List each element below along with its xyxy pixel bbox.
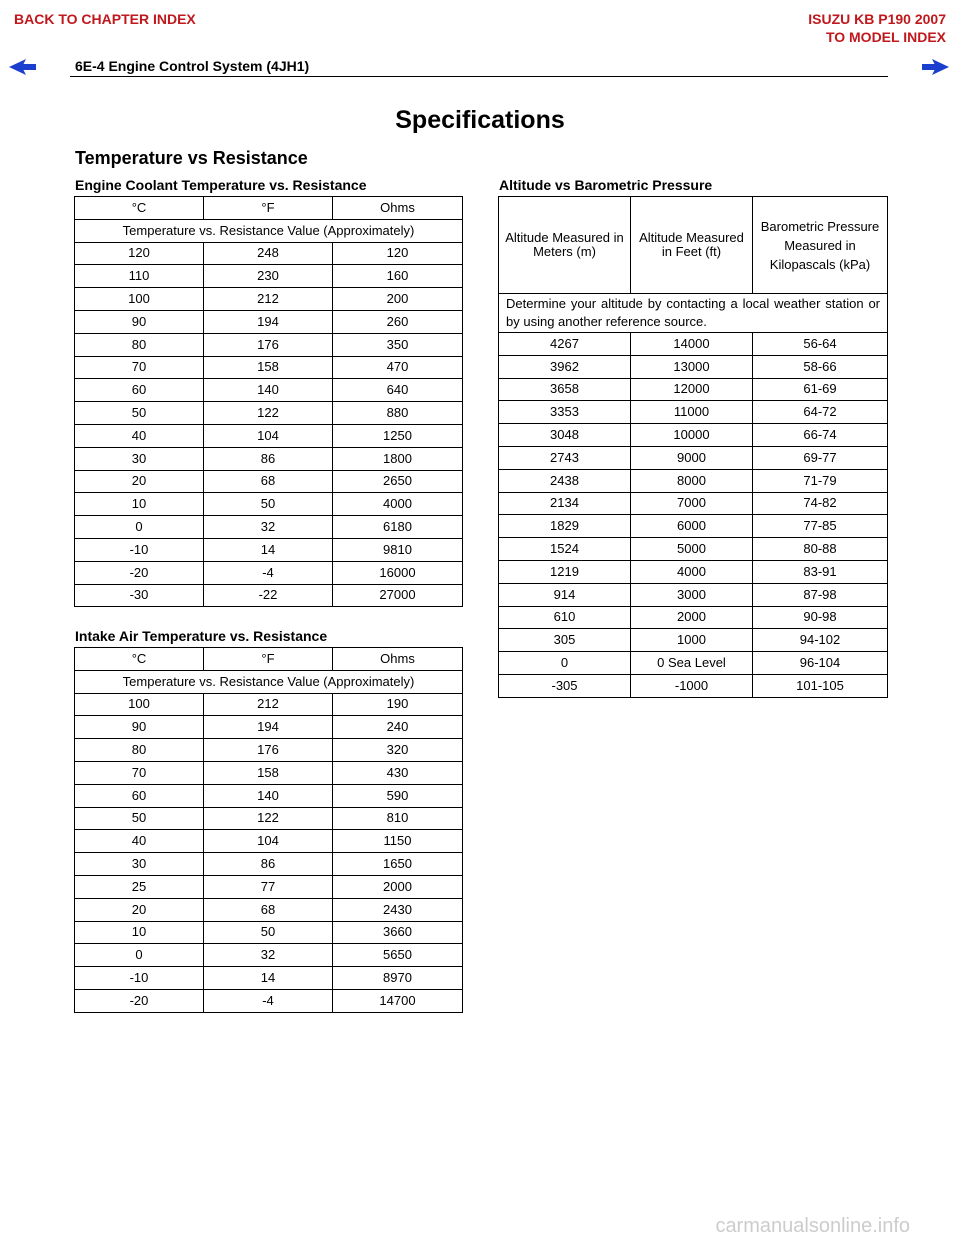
table-row	[75, 470, 463, 493]
table-cell: 100	[75, 288, 204, 311]
table-row	[75, 333, 463, 356]
table-row	[75, 989, 463, 1012]
table-row	[75, 310, 463, 333]
table-cell: 77	[204, 875, 333, 898]
altitude-table-caption: Altitude vs Barometric Pressure	[499, 177, 713, 193]
altitude-pressure-table	[498, 196, 888, 698]
table-cell: 9810	[333, 538, 463, 561]
table-cell: 14	[204, 538, 333, 561]
table-cell: -20	[75, 561, 204, 584]
table-cell: 320	[333, 739, 463, 762]
table-cell: 100	[75, 693, 204, 716]
table-cell: 1800	[333, 447, 463, 470]
table-cell: 90	[75, 310, 204, 333]
table-row	[75, 921, 463, 944]
table-cell: 194	[204, 310, 333, 333]
table-cell: 4000	[333, 493, 463, 516]
altitude-table-body	[499, 333, 888, 698]
table-row	[75, 516, 463, 539]
table-cell: 60	[75, 784, 204, 807]
table-cell: 90	[75, 716, 204, 739]
table-cell: 50	[75, 402, 204, 425]
column-header-celsius: °C	[75, 197, 204, 220]
table-cell: 80	[75, 333, 204, 356]
altitude-note: Determine your altitude by contacting a local weather station or by using another reference source.	[499, 294, 888, 333]
table-row	[75, 967, 463, 990]
table-cell: 176	[204, 333, 333, 356]
table-cell: 810	[333, 807, 463, 830]
table-cell: 1000	[631, 629, 753, 652]
table-row	[499, 674, 888, 697]
table-cell: 1219	[499, 560, 631, 583]
table-cell: 27000	[333, 584, 463, 607]
table-cell: 1250	[333, 424, 463, 447]
table-row	[75, 944, 463, 967]
model-name-link[interactable]: ISUZU KB P190 2007	[808, 11, 946, 27]
table-cell: 120	[333, 242, 463, 265]
table-cell: 70	[75, 761, 204, 784]
table-cell: 230	[204, 265, 333, 288]
table-cell: 20	[75, 898, 204, 921]
page-title: Specifications	[395, 106, 565, 134]
table-row	[75, 830, 463, 853]
table-cell: 160	[333, 265, 463, 288]
table-cell: 104	[204, 424, 333, 447]
table-cell: 120	[75, 242, 204, 265]
table-row	[75, 538, 463, 561]
coolant-resistance-table	[74, 196, 463, 607]
table-cell: 2134	[499, 492, 631, 515]
column-header-ohms: Ohms	[333, 648, 463, 671]
table-cell: 470	[333, 356, 463, 379]
table-cell: -4	[204, 561, 333, 584]
next-page-arrow-icon[interactable]	[920, 57, 950, 77]
table-cell: -20	[75, 989, 204, 1012]
table-cell: 104	[204, 830, 333, 853]
table-cell: 122	[204, 807, 333, 830]
table-cell: 10	[75, 921, 204, 944]
table-cell: 9000	[631, 446, 753, 469]
table-cell: 200	[333, 288, 463, 311]
column-header-ohms: Ohms	[333, 197, 463, 220]
table-cell: 8970	[333, 967, 463, 990]
table-cell: 80	[75, 739, 204, 762]
table-cell: 64-72	[753, 401, 888, 424]
table-cell: 60	[75, 379, 204, 402]
table-cell: 50	[204, 921, 333, 944]
table-cell: 3962	[499, 355, 631, 378]
table-row	[499, 424, 888, 447]
table-cell: 61-69	[753, 378, 888, 401]
table-cell: 71-79	[753, 469, 888, 492]
table-cell: 640	[333, 379, 463, 402]
table-row	[499, 652, 888, 675]
table-row	[75, 693, 463, 716]
table-cell: 4267	[499, 333, 631, 356]
table-cell: 90-98	[753, 606, 888, 629]
table-cell: 86	[204, 447, 333, 470]
table-cell: 158	[204, 761, 333, 784]
table-cell: 58-66	[753, 355, 888, 378]
table-cell: 260	[333, 310, 463, 333]
table-cell: 350	[333, 333, 463, 356]
table-cell: 5650	[333, 944, 463, 967]
table-cell: 87-98	[753, 583, 888, 606]
table-cell: 212	[204, 693, 333, 716]
coolant-table-caption: Engine Coolant Temperature vs. Resistance	[75, 177, 367, 193]
back-to-chapter-index-link[interactable]: BACK TO CHAPTER INDEX	[14, 11, 196, 27]
header-title: 6E-4 Engine Control System (4JH1)	[75, 58, 310, 74]
table-cell: 914	[499, 583, 631, 606]
to-model-index-link[interactable]: TO MODEL INDEX	[825, 29, 946, 45]
watermark: carmanualsonline.info	[715, 1215, 910, 1237]
table-row	[75, 584, 463, 607]
table-row	[75, 424, 463, 447]
table-cell: 74-82	[753, 492, 888, 515]
table-row	[75, 739, 463, 762]
table-cell: -305	[499, 674, 631, 697]
table-cell: -1000	[631, 674, 753, 697]
table-cell: 2000	[631, 606, 753, 629]
table-row	[75, 288, 463, 311]
intake-table-caption: Intake Air Temperature vs. Resistance	[75, 628, 328, 644]
table-cell: 13000	[631, 355, 753, 378]
table-row	[499, 583, 888, 606]
table-cell: 122	[204, 402, 333, 425]
prev-page-arrow-icon[interactable]	[8, 57, 38, 77]
table-cell: 66-74	[753, 424, 888, 447]
table-cell: 96-104	[753, 652, 888, 675]
table-cell: 14000	[631, 333, 753, 356]
table-cell: 0	[75, 944, 204, 967]
table-cell: 194	[204, 716, 333, 739]
table-cell: 305	[499, 629, 631, 652]
table-cell: 30	[75, 447, 204, 470]
table-row	[499, 333, 888, 356]
table-cell: 86	[204, 853, 333, 876]
table-cell: 176	[204, 739, 333, 762]
table-cell: 70	[75, 356, 204, 379]
table-subheader: Temperature vs. Resistance Value (Approximately)	[75, 219, 463, 242]
table-subheader: Temperature vs. Resistance Value (Approximately)	[75, 670, 463, 693]
column-header-fahrenheit: °F	[204, 648, 333, 671]
table-cell: 158	[204, 356, 333, 379]
table-cell: 212	[204, 288, 333, 311]
table-cell: 32	[204, 944, 333, 967]
table-cell: 32	[204, 516, 333, 539]
table-cell: 14700	[333, 989, 463, 1012]
table-cell: -4	[204, 989, 333, 1012]
intake-table-body	[75, 693, 463, 1012]
table-cell: 6000	[631, 515, 753, 538]
table-cell: -10	[75, 967, 204, 990]
column-header-feet: Altitude Measured in Feet (ft)	[631, 197, 753, 294]
table-cell: 10000	[631, 424, 753, 447]
table-cell: 40	[75, 830, 204, 853]
table-cell: 6180	[333, 516, 463, 539]
table-cell: 16000	[333, 561, 463, 584]
table-cell: 68	[204, 470, 333, 493]
table-cell: 590	[333, 784, 463, 807]
table-row	[499, 469, 888, 492]
table-row	[75, 379, 463, 402]
table-row	[499, 492, 888, 515]
table-row	[75, 402, 463, 425]
table-row	[75, 761, 463, 784]
table-cell: 2650	[333, 470, 463, 493]
table-cell: 2438	[499, 469, 631, 492]
table-cell: 10	[75, 493, 204, 516]
table-cell: 50	[75, 807, 204, 830]
table-cell: 12000	[631, 378, 753, 401]
table-cell: 30	[75, 853, 204, 876]
table-cell: 40	[75, 424, 204, 447]
table-row	[75, 807, 463, 830]
table-cell: 4000	[631, 560, 753, 583]
table-cell: 50	[204, 493, 333, 516]
table-cell: -10	[75, 538, 204, 561]
table-row	[499, 401, 888, 424]
table-cell: 94-102	[753, 629, 888, 652]
table-cell: 0 Sea Level	[631, 652, 753, 675]
table-row	[499, 515, 888, 538]
table-row	[75, 242, 463, 265]
table-cell: 880	[333, 402, 463, 425]
table-cell: 248	[204, 242, 333, 265]
table-row	[75, 447, 463, 470]
table-cell: -30	[75, 584, 204, 607]
table-cell: 2430	[333, 898, 463, 921]
table-cell: 14	[204, 967, 333, 990]
table-cell: 610	[499, 606, 631, 629]
table-row	[499, 355, 888, 378]
intake-resistance-table	[74, 647, 463, 1013]
table-row	[75, 265, 463, 288]
table-cell: 11000	[631, 401, 753, 424]
table-cell: 3658	[499, 378, 631, 401]
table-cell: 5000	[631, 538, 753, 561]
header-divider	[70, 76, 888, 77]
table-cell: 0	[75, 516, 204, 539]
table-row	[75, 356, 463, 379]
table-row	[499, 629, 888, 652]
table-cell: 0	[499, 652, 631, 675]
table-cell: 20	[75, 470, 204, 493]
table-cell: 69-77	[753, 446, 888, 469]
table-cell: 83-91	[753, 560, 888, 583]
table-cell: 240	[333, 716, 463, 739]
table-row	[75, 561, 463, 584]
table-cell: 77-85	[753, 515, 888, 538]
table-cell: 25	[75, 875, 204, 898]
column-header-kpa: Barometric Pressure Measured in Kilopascals (kPa)	[753, 197, 888, 294]
table-cell: 140	[204, 379, 333, 402]
table-cell: 2000	[333, 875, 463, 898]
table-row	[75, 716, 463, 739]
table-cell: -22	[204, 584, 333, 607]
table-row	[75, 853, 463, 876]
table-row	[75, 784, 463, 807]
table-row	[499, 538, 888, 561]
table-cell: 101-105	[753, 674, 888, 697]
table-cell: 190	[333, 693, 463, 716]
table-cell: 3353	[499, 401, 631, 424]
table-cell: 1524	[499, 538, 631, 561]
table-cell: 2743	[499, 446, 631, 469]
column-header-celsius: °C	[75, 648, 204, 671]
table-row	[499, 606, 888, 629]
table-cell: 56-64	[753, 333, 888, 356]
table-cell: 110	[75, 265, 204, 288]
table-cell: 3000	[631, 583, 753, 606]
table-cell: 3660	[333, 921, 463, 944]
table-cell: 80-88	[753, 538, 888, 561]
column-header-fahrenheit: °F	[204, 197, 333, 220]
table-row	[499, 446, 888, 469]
table-row	[75, 898, 463, 921]
table-cell: 8000	[631, 469, 753, 492]
table-cell: 140	[204, 784, 333, 807]
column-header-meters: Altitude Measured in Meters (m)	[499, 197, 631, 294]
table-row	[75, 875, 463, 898]
table-row	[499, 378, 888, 401]
table-cell: 3048	[499, 424, 631, 447]
table-row	[75, 493, 463, 516]
table-cell: 430	[333, 761, 463, 784]
table-cell: 1650	[333, 853, 463, 876]
table-cell: 68	[204, 898, 333, 921]
table-cell: 1150	[333, 830, 463, 853]
table-row	[499, 560, 888, 583]
coolant-table-body	[75, 242, 463, 607]
table-cell: 7000	[631, 492, 753, 515]
table-cell: 1829	[499, 515, 631, 538]
section-title: Temperature vs Resistance	[75, 148, 308, 168]
